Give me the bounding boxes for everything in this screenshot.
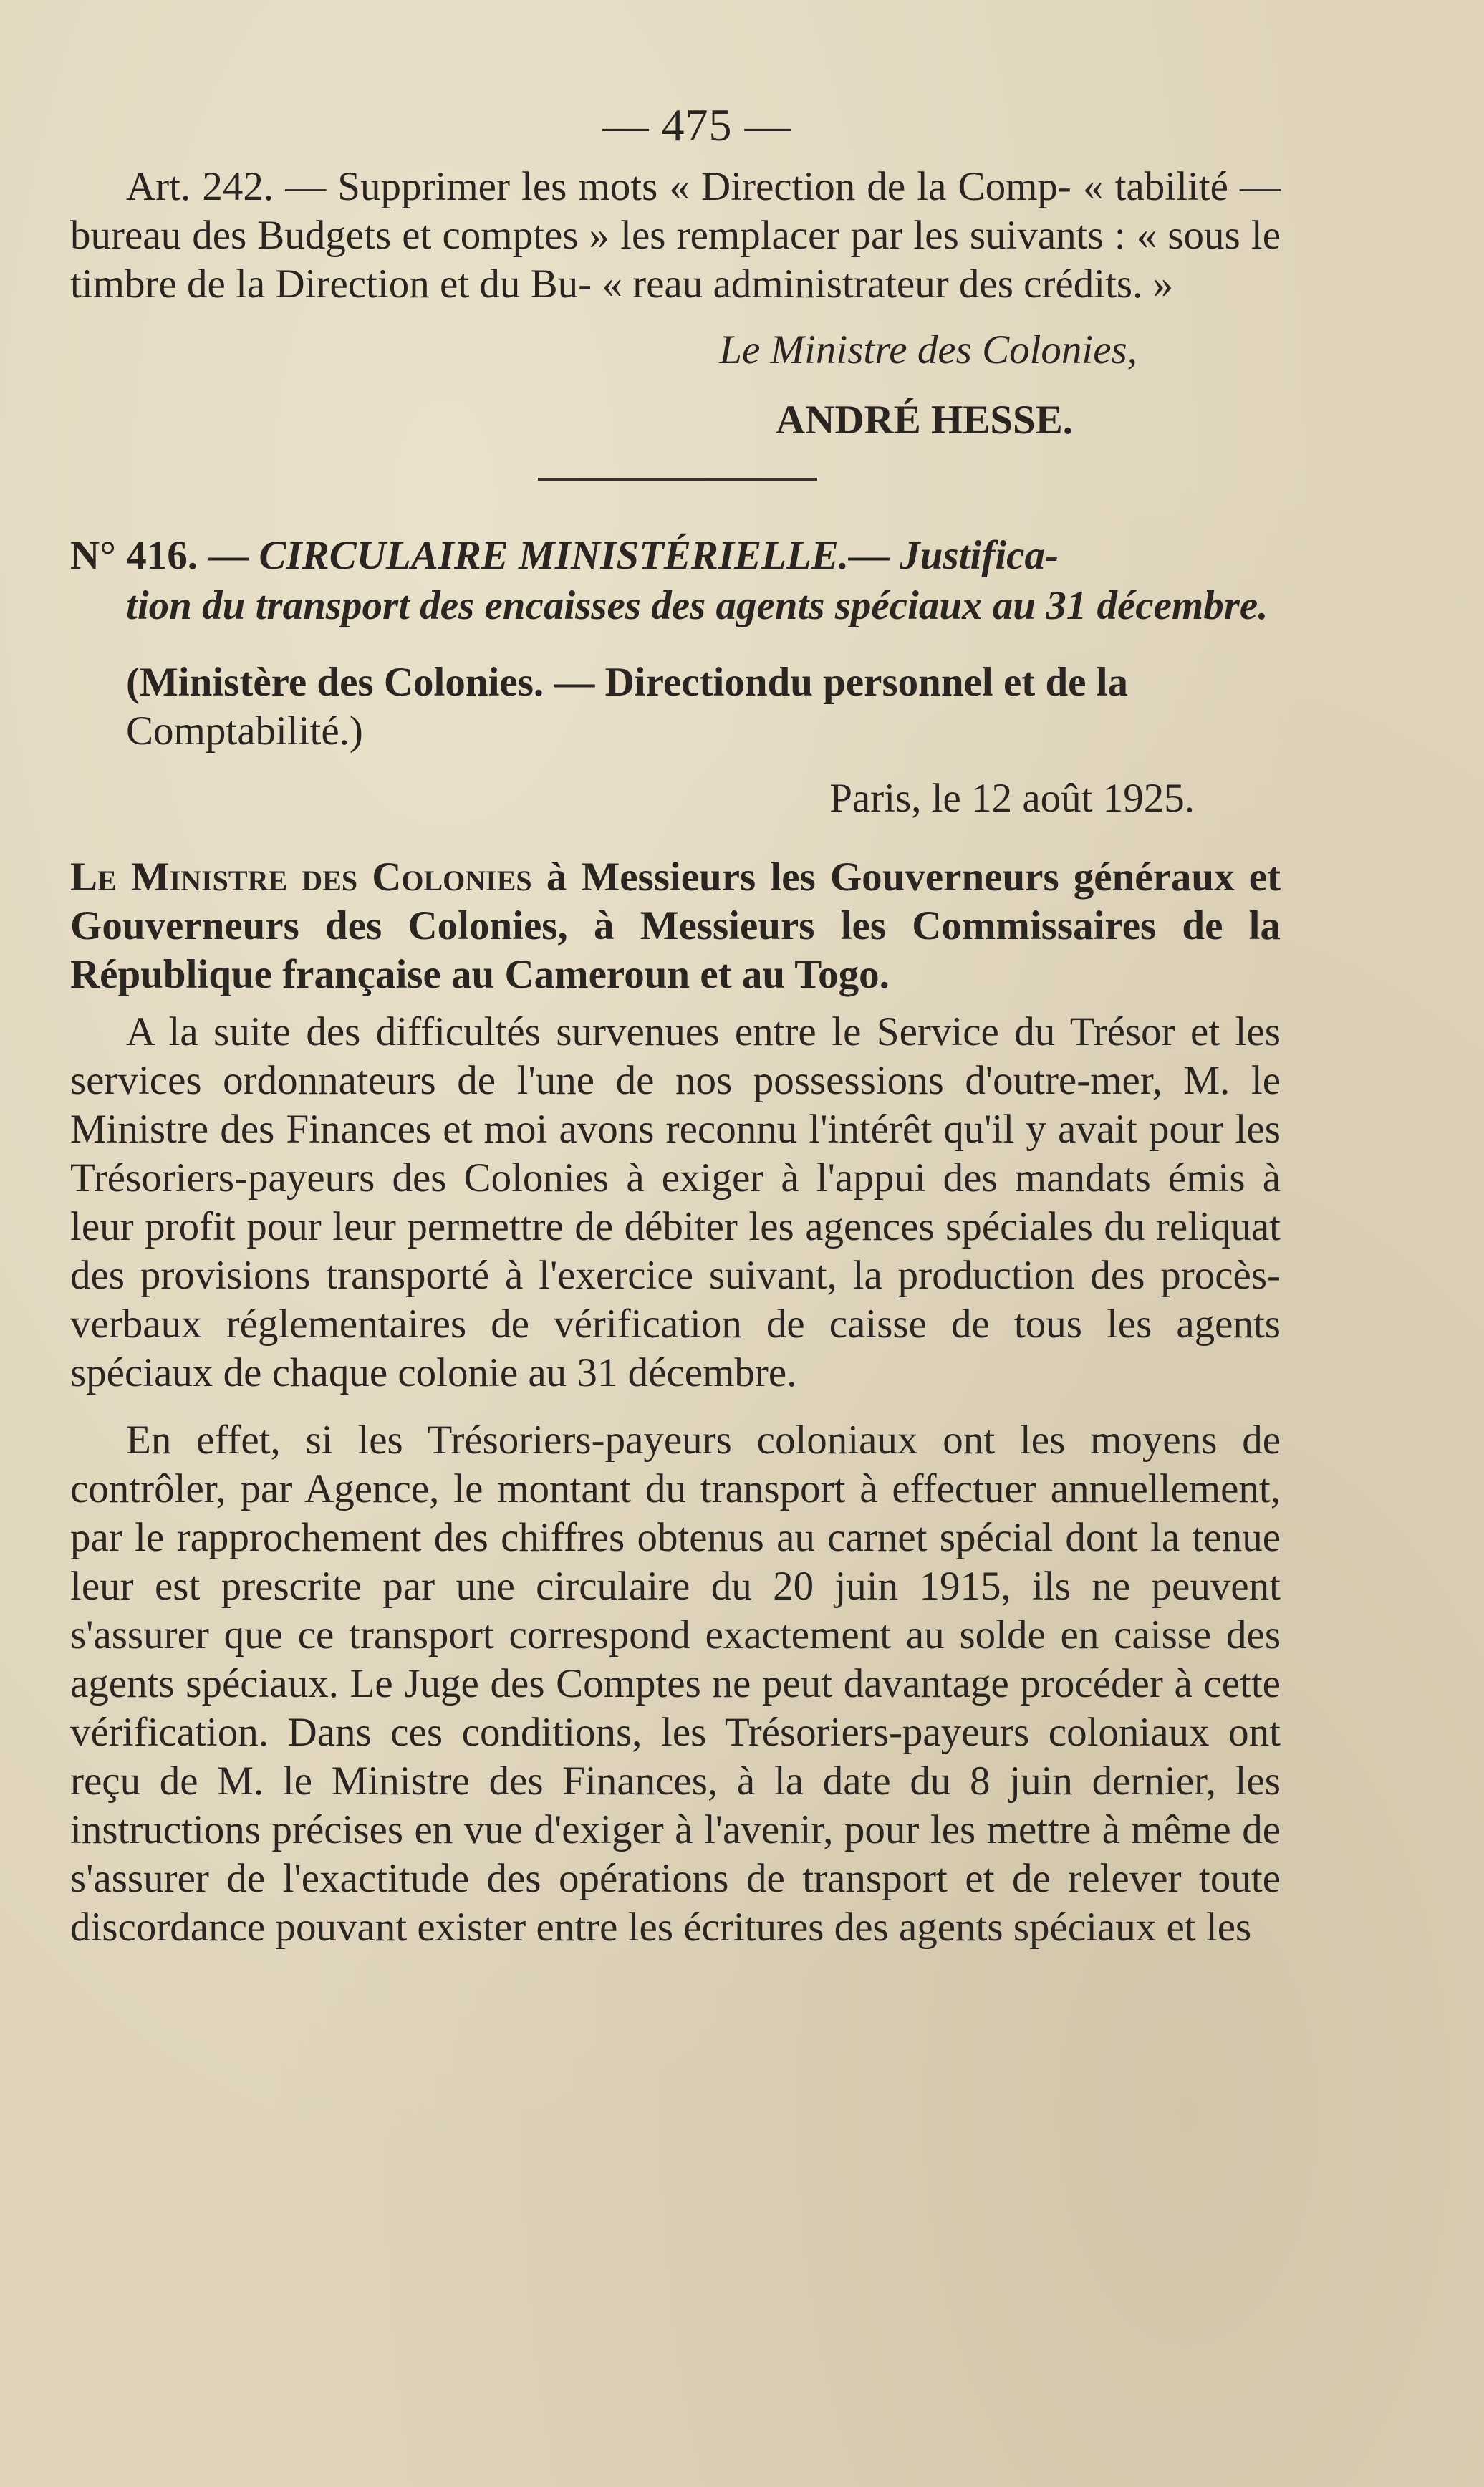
circular-origin <box>70 658 1281 756</box>
signature-title: Le Ministre des Colonies, <box>719 327 1137 372</box>
page-number: — 475 — <box>602 100 791 150</box>
address-rest: à Messieurs les Gouverneurs généraux et Gouverneurs des Colonies, à Messieurs les Commissaires de la République française au Cameroun et au Togo. <box>70 855 1281 997</box>
body-paragraph-1: A la suite des difficultés survenues entre le Service du Trésor et les services ordonnateurs de l'une de nos possessions d'outre-mer, M. le Ministre des Finances et moi avons reconnu l'intérêt qu'il y avait pour les Trésoriers-payeurs des Colonies à exiger à l'appui des mandats émis à leur profit pour leur permettre de débiter les agences spéciales du reliquat des provisions transporté à l'exercice suivant, la production des procès-verbaux réglementaires de vérification de caisse de tous les agents spéciaux de chaque colonie au 31 décembre. <box>70 1009 1281 1395</box>
circular-address <box>70 853 1281 999</box>
signature-name: ANDRÉ HESSE. <box>776 398 1073 443</box>
section-divider <box>538 478 817 481</box>
page-content <box>70 97 1281 1952</box>
circular-origin-line: (Ministère des Colonies. — Directiondu personnel et de la <box>126 660 1129 705</box>
circular-title: CIRCULAIRE MINISTÉRIELLE.— Justifica- <box>259 533 1059 578</box>
body-paragraph-2: En effet, si les Trésoriers-payeurs coloniaux ont les moyens de contrôler, par Agence, le montant du transport à effectuer annuellement, par le rapprochement des chiffres obtenus au carnet spécial dont la tenue leur est prescrite par une circulaire du 20 juin 1915, ils ne peuvent s'assurer que ce transport correspond exactement au solde en caisse des agents spéciaux. Le Juge des Comptes ne peut davantage procéder à cette vérification. Dans ces conditions, les Trésoriers-payeurs coloniaux ont reçu de M. le Ministre des Finances, à la date du 8 juin dernier, les instructions précises en vue d'exiger à l'avenir, pour les mettre à même de s'assurer de l'exactitude des opérations de transport et de relever toute discordance pouvant exister entre les écritures des agents spéciaux et les <box>70 1418 1281 1950</box>
circular-heading <box>70 531 1281 631</box>
article-text: Art. 242. — Supprimer les mots « Direction de la Comp- « tabilité — bureau des Budgets et comptes » les remplacer par les suivants : « sous le timbre de la Direction et du Bu- « reau administrateur des crédits. » <box>70 164 1281 307</box>
circular-number: N° 416. — <box>70 533 249 578</box>
circular-subtitle: tion du transport des encaisses des agents spéciaux au 31 décembre. <box>126 583 1268 628</box>
circular-origin-cont: Comptabilité.) <box>126 708 363 754</box>
address-lead: Le Ministre des Colonies <box>70 855 532 900</box>
circular-dateline: Paris, le 12 août 1925. <box>829 776 1195 821</box>
